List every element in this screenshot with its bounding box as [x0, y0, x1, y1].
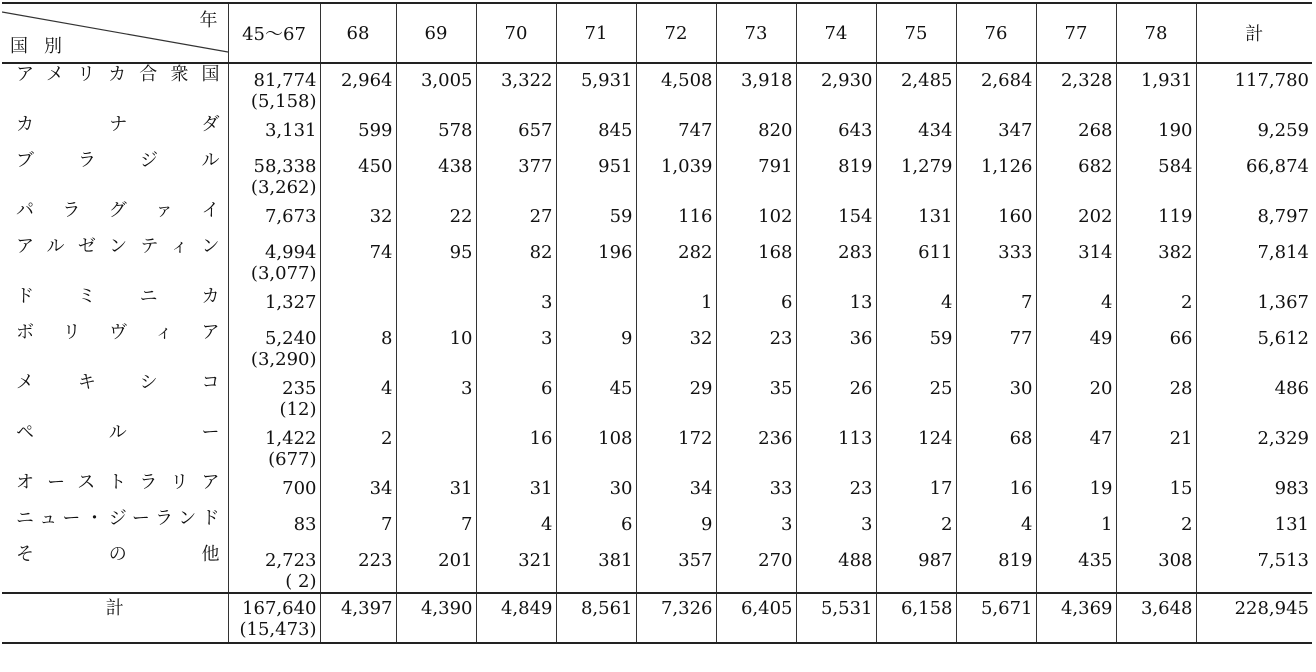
year-value-cell: 333: [956, 236, 1036, 286]
year-value-cell: 488: [796, 544, 876, 593]
year-value-cell: 8: [320, 322, 396, 372]
year-value-cell: 6: [476, 372, 556, 422]
cumulative-value: 1,422: [264, 428, 317, 449]
year-header: 70: [476, 3, 556, 63]
year-value-cell: 77: [956, 322, 1036, 372]
year-value-cell: 74: [320, 236, 396, 286]
year-value-cell: 82: [476, 236, 556, 286]
year-value-cell: 66: [1116, 322, 1196, 372]
year-value-cell: 747: [636, 114, 716, 150]
row-total-cell: 131: [1274, 514, 1309, 535]
cumulative-cell: [228, 508, 320, 544]
year-value-cell: 196: [556, 236, 636, 286]
year-value-cell: 434: [876, 114, 956, 150]
year-value-cell: [396, 422, 476, 472]
table-row: [2, 544, 1312, 593]
year-value-cell: 1,279: [876, 150, 956, 200]
year-value-cell: 23: [716, 322, 796, 372]
year-value-cell: 270: [716, 544, 796, 593]
country-cell: メキシコ: [2, 372, 228, 422]
year-value-cell: 3: [796, 508, 876, 544]
year-value-cell: 190: [1116, 114, 1196, 150]
cumulative-cell: [228, 200, 320, 236]
year-value-cell: 21: [1116, 422, 1196, 472]
cumulative-cell: [228, 544, 320, 593]
year-value-cell: 119: [1116, 200, 1196, 236]
cumulative-cell: [228, 63, 320, 114]
year-value-cell: 31: [476, 472, 556, 508]
year-value-cell: 951: [556, 150, 636, 200]
year-value-cell: 16: [476, 422, 556, 472]
total-year-cell: 4,849: [476, 593, 556, 643]
total-first-cell: [228, 593, 320, 643]
row-total-cell: 2,329: [1257, 428, 1309, 449]
year-header: 68: [320, 3, 396, 63]
year-value-cell: 4: [876, 286, 956, 322]
table-row: [2, 472, 1312, 508]
year-value-cell: 3,918: [716, 63, 796, 114]
year-value-cell: 819: [796, 150, 876, 200]
year-value-cell: 2: [876, 508, 956, 544]
emigration-table: [2, 2, 1312, 644]
table-row: [2, 200, 1312, 236]
year-value-cell: 3,322: [476, 63, 556, 114]
total-year-cell: 6,405: [716, 593, 796, 643]
total-year-cell: 7,326: [636, 593, 716, 643]
year-value-cell: 3: [716, 508, 796, 544]
row-total-cell: 9,259: [1257, 120, 1309, 141]
year-value-cell: 2,964: [320, 63, 396, 114]
country-cell: ブラジル: [2, 150, 228, 200]
country-cell: ボリヴィア: [2, 322, 228, 372]
cumulative-cell: [228, 150, 320, 200]
country-cell: その他: [2, 544, 228, 593]
year-header: 78: [1116, 3, 1196, 63]
year-value-cell: 154: [796, 200, 876, 236]
country-cell: パラグァイ: [2, 200, 228, 236]
table-row: [2, 372, 1312, 422]
year-value-cell: 25: [876, 372, 956, 422]
year-value-cell: 9: [636, 508, 716, 544]
cumulative-subvalue: (3,077): [250, 263, 317, 284]
corner-country-label: 国別: [10, 36, 78, 57]
row-total-cell: 7,513: [1257, 550, 1309, 571]
year-value-cell: 19: [1036, 472, 1116, 508]
cumulative-value: 5,240: [264, 328, 317, 349]
year-value-cell: 282: [636, 236, 716, 286]
cumulative-cell: [228, 372, 320, 422]
table-row: [2, 150, 1312, 200]
year-header: 72: [636, 3, 716, 63]
cumulative-cell: [228, 286, 320, 322]
year-value-cell: [320, 286, 396, 322]
table-row: [2, 508, 1312, 544]
year-value-cell: 22: [396, 200, 476, 236]
year-value-cell: 47: [1036, 422, 1116, 472]
cumulative-value: 7,673: [264, 206, 317, 227]
cumulative-cell: [228, 322, 320, 372]
year-value-cell: 268: [1036, 114, 1116, 150]
cumulative-value: 58,338: [253, 156, 317, 177]
table-row: [2, 236, 1312, 286]
year-value-cell: 4,508: [636, 63, 716, 114]
year-value-cell: 381: [556, 544, 636, 593]
table-row: [2, 63, 1312, 114]
row-total-cell: 66,874: [1246, 156, 1309, 177]
year-value-cell: 1,039: [636, 150, 716, 200]
year-value-cell: 643: [796, 114, 876, 150]
year-value-cell: 34: [320, 472, 396, 508]
table-row: [2, 322, 1312, 372]
year-value-cell: 59: [556, 200, 636, 236]
year-value-cell: 116: [636, 200, 716, 236]
year-value-cell: 124: [876, 422, 956, 472]
year-header: 77: [1036, 3, 1116, 63]
cumulative-cell: [228, 422, 320, 472]
year-value-cell: 108: [556, 422, 636, 472]
year-header: 69: [396, 3, 476, 63]
table-row: [2, 286, 1312, 322]
country-cell: ニュー・ジーランド: [2, 508, 228, 544]
year-value-cell: 2,684: [956, 63, 1036, 114]
year-value-cell: 1: [636, 286, 716, 322]
total-year-cell: 8,561: [556, 593, 636, 643]
year-value-cell: 17: [876, 472, 956, 508]
year-value-cell: 435: [1036, 544, 1116, 593]
year-value-cell: 3: [476, 322, 556, 372]
corner-year-label: 年: [199, 10, 218, 31]
cumulative-subvalue: (12): [279, 399, 317, 420]
emigration-table-container: [2, 2, 1314, 668]
year-value-cell: 9: [556, 322, 636, 372]
total-year-cell: 4,369: [1036, 593, 1116, 643]
year-value-cell: 791: [716, 150, 796, 200]
year-value-cell: 26: [796, 372, 876, 422]
year-value-cell: 31: [396, 472, 476, 508]
total-year-cell: 3,648: [1116, 593, 1196, 643]
year-value-cell: 438: [396, 150, 476, 200]
year-value-cell: 2,485: [876, 63, 956, 114]
total-year-cell: 5,671: [956, 593, 1036, 643]
cumulative-value: 4,994: [264, 242, 317, 263]
total-first-value: 167,640: [242, 598, 317, 619]
year-value-cell: 102: [716, 200, 796, 236]
year-value-cell: 987: [876, 544, 956, 593]
cumulative-cell: [228, 236, 320, 286]
row-total-cell: 486: [1274, 378, 1309, 399]
year-value-cell: 34: [636, 472, 716, 508]
year-value-cell: 4: [1036, 286, 1116, 322]
total-row: [2, 593, 1312, 643]
year-value-cell: 819: [956, 544, 1036, 593]
country-cell: オーストラリア: [2, 472, 228, 508]
year-value-cell: 3: [396, 372, 476, 422]
country-cell: アルゼンティン: [2, 236, 228, 286]
year-value-cell: 599: [320, 114, 396, 150]
total-row-label: 計: [2, 593, 228, 643]
table-header: [2, 3, 1312, 63]
year-value-cell: 2: [320, 422, 396, 472]
year-value-cell: 2,328: [1036, 63, 1116, 114]
year-value-cell: 95: [396, 236, 476, 286]
year-value-cell: 59: [876, 322, 956, 372]
total-year-cell: 6,158: [876, 593, 956, 643]
year-value-cell: 35: [716, 372, 796, 422]
cumulative-value: 3,131: [264, 120, 317, 141]
total-year-cell: 4,397: [320, 593, 396, 643]
year-value-cell: 283: [796, 236, 876, 286]
row-total-cell: 983: [1274, 478, 1309, 499]
year-value-cell: 1,931: [1116, 63, 1196, 114]
year-value-cell: 7: [320, 508, 396, 544]
year-value-cell: 321: [476, 544, 556, 593]
year-value-cell: 382: [1116, 236, 1196, 286]
year-value-cell: 15: [1116, 472, 1196, 508]
year-value-cell: 6: [716, 286, 796, 322]
year-value-cell: 160: [956, 200, 1036, 236]
year-value-cell: 68: [956, 422, 1036, 472]
year-value-cell: 131: [876, 200, 956, 236]
cumulative-value: 700: [282, 478, 317, 499]
country-cell: カナダ: [2, 114, 228, 150]
year-value-cell: 6: [556, 508, 636, 544]
cumulative-subvalue: (3,290): [250, 349, 317, 370]
year-value-cell: 29: [636, 372, 716, 422]
table-row: [2, 422, 1312, 472]
year-value-cell: 2,930: [796, 63, 876, 114]
year-value-cell: 584: [1116, 150, 1196, 200]
row-total-cell: 1,367: [1257, 292, 1309, 313]
year-value-cell: 611: [876, 236, 956, 286]
year-value-cell: [396, 286, 476, 322]
year-header: 76: [956, 3, 1036, 63]
year-value-cell: 357: [636, 544, 716, 593]
year-value-cell: 20: [1036, 372, 1116, 422]
year-value-cell: 32: [636, 322, 716, 372]
table-footer: [2, 593, 1312, 643]
year-value-cell: 377: [476, 150, 556, 200]
year-value-cell: 30: [556, 472, 636, 508]
header-row: [2, 3, 1312, 63]
year-value-cell: 4: [320, 372, 396, 422]
year-value-cell: 314: [1036, 236, 1116, 286]
cumulative-value: 1,327: [264, 292, 317, 313]
year-value-cell: 657: [476, 114, 556, 150]
year-value-cell: 32: [320, 200, 396, 236]
year-value-cell: 172: [636, 422, 716, 472]
cumulative-subvalue: ( 2): [285, 571, 317, 592]
row-total-cell: 5,612: [1257, 328, 1309, 349]
year-value-cell: 7: [396, 508, 476, 544]
year-header: 75: [876, 3, 956, 63]
country-cell: ドミニカ: [2, 286, 228, 322]
total-first-subvalue: (15,473): [239, 619, 317, 640]
year-value-cell: 347: [956, 114, 1036, 150]
table-row: [2, 114, 1312, 150]
year-value-cell: 201: [396, 544, 476, 593]
table-body: [2, 63, 1312, 593]
row-total-cell: 8,797: [1257, 206, 1309, 227]
year-value-cell: 49: [1036, 322, 1116, 372]
cumulative-cell: [228, 472, 320, 508]
row-total-cell: 7,814: [1257, 242, 1309, 263]
row-total-cell: 117,780: [1234, 70, 1309, 91]
year-value-cell: 36: [796, 322, 876, 372]
year-value-cell: [556, 286, 636, 322]
year-value-cell: 13: [796, 286, 876, 322]
year-value-cell: 33: [716, 472, 796, 508]
year-value-cell: 236: [716, 422, 796, 472]
year-value-cell: 223: [320, 544, 396, 593]
year-header: 73: [716, 3, 796, 63]
year-value-cell: 682: [1036, 150, 1116, 200]
year-value-cell: 16: [956, 472, 1036, 508]
year-value-cell: 2: [1116, 286, 1196, 322]
cumulative-subvalue: (5,158): [250, 91, 317, 112]
year-value-cell: 450: [320, 150, 396, 200]
year-value-cell: 3: [476, 286, 556, 322]
country-cell: アメリカ合衆国: [2, 63, 228, 114]
year-value-cell: 308: [1116, 544, 1196, 593]
total-header: 計: [1196, 3, 1312, 63]
year-value-cell: 2: [1116, 508, 1196, 544]
year-value-cell: 10: [396, 322, 476, 372]
year-value-cell: 27: [476, 200, 556, 236]
year-value-cell: 820: [716, 114, 796, 150]
cumulative-value: 83: [293, 514, 317, 535]
year-value-cell: 23: [796, 472, 876, 508]
year-value-cell: 3,005: [396, 63, 476, 114]
cumulative-cell: [228, 114, 320, 150]
year-value-cell: 1,126: [956, 150, 1036, 200]
year-value-cell: 578: [396, 114, 476, 150]
year-value-cell: 45: [556, 372, 636, 422]
year-value-cell: 845: [556, 114, 636, 150]
cumulative-value: 81,774: [253, 70, 317, 91]
year-header: 71: [556, 3, 636, 63]
cumulative-value: 2,723: [264, 550, 317, 571]
cumulative-value: 235: [282, 378, 317, 399]
year-value-cell: 7: [956, 286, 1036, 322]
total-year-cell: 4,390: [396, 593, 476, 643]
cumulative-subvalue: (677): [268, 449, 317, 470]
year-value-cell: 4: [956, 508, 1036, 544]
year-value-cell: 168: [716, 236, 796, 286]
total-year-cell: 5,531: [796, 593, 876, 643]
grand-total-cell: 228,945: [1196, 593, 1312, 643]
year-value-cell: 202: [1036, 200, 1116, 236]
year-header: 74: [796, 3, 876, 63]
country-cell: ペルー: [2, 422, 228, 472]
year-value-cell: 113: [796, 422, 876, 472]
corner-cell: [2, 3, 228, 63]
year-value-cell: 1: [1036, 508, 1116, 544]
year-value-cell: 30: [956, 372, 1036, 422]
year-value-cell: 28: [1116, 372, 1196, 422]
cumulative-subvalue: (3,262): [250, 177, 317, 198]
year-header: 45～67: [228, 3, 320, 63]
year-value-cell: 5,931: [556, 63, 636, 114]
year-value-cell: 4: [476, 508, 556, 544]
